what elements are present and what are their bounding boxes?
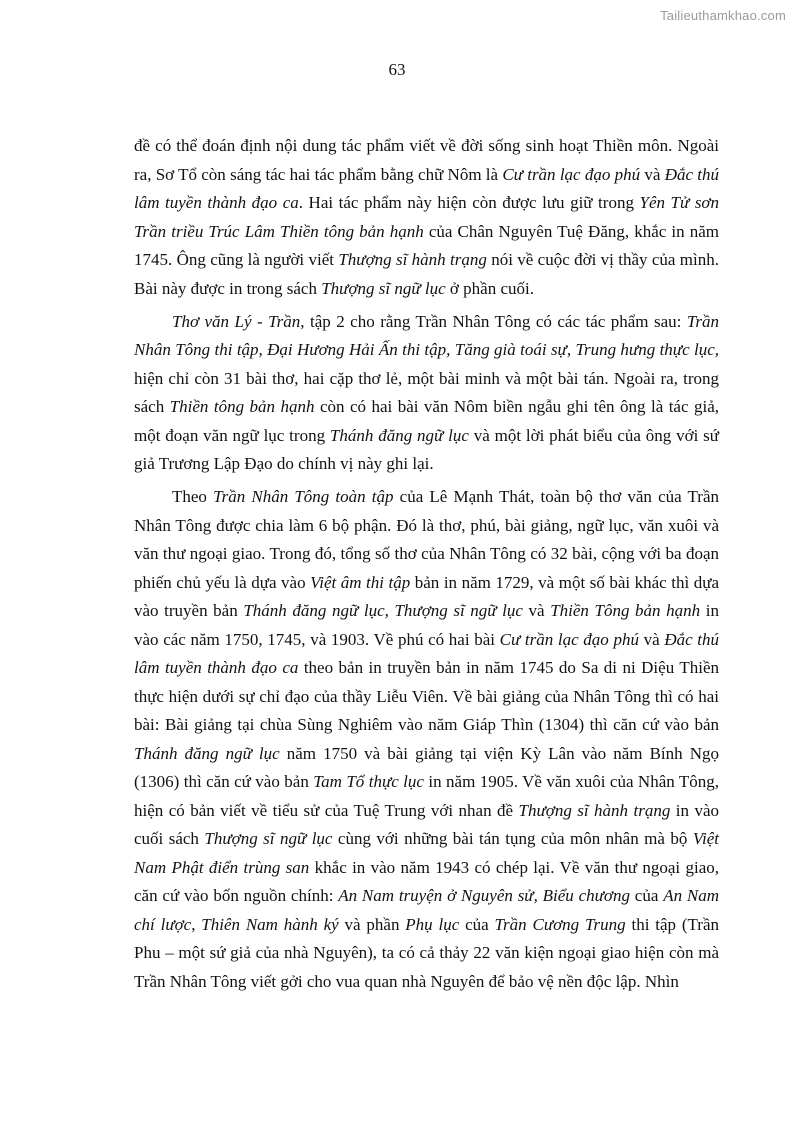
italic-title-text: Tam Tổ thực lục bbox=[313, 772, 424, 791]
italic-title-text: Thiên Nam hành ký bbox=[201, 914, 339, 934]
body-text: và bbox=[640, 164, 665, 184]
italic-title-text: Việt Nam Phật điển trùng san bbox=[134, 829, 719, 877]
body-text: ở phần cuối. bbox=[445, 278, 534, 298]
body-text: , bbox=[191, 914, 202, 934]
italic-title-text: Thơ văn Lý - Trần bbox=[172, 311, 301, 331]
body-text: của bbox=[630, 886, 664, 905]
body-text: khắc in vào năm 1943 có chép lại. Về văn thư ngoại giao, căn cứ vào bốn nguồn chính: bbox=[134, 857, 720, 905]
body-text: của bbox=[459, 914, 495, 934]
body-text: và bbox=[638, 629, 665, 649]
page-number: 63 bbox=[388, 60, 406, 79]
italic-title-text: Phụ lục bbox=[405, 914, 460, 934]
paragraph bbox=[134, 132, 719, 303]
italic-title-text: Thượng sĩ ngữ lục bbox=[204, 829, 333, 848]
body-text: in năm 1905. Về văn xuôi của Nhân Tông, hiện có bản viết về tiểu sử của Tuệ Trung với nhan đề bbox=[134, 772, 720, 820]
body-text: năm 1750 và bài giảng tại viện Kỳ Lân vào năm Bính Ngọ (1306) thì căn cứ vào bản bbox=[134, 743, 719, 791]
body-text: in vào cuối sách bbox=[134, 800, 719, 848]
italic-title-text: Việt âm thi tập bbox=[310, 572, 411, 592]
body-text: và bbox=[522, 601, 551, 620]
italic-title-text: Đắc thú lâm tuyền thành đạo ca bbox=[134, 629, 720, 677]
document-body bbox=[134, 132, 719, 1001]
body-text: hiện chỉ còn 31 bài thơ, hai cặp thơ lẻ, một bài minh và một bài tán. Ngoài ra, trong sách bbox=[134, 368, 719, 416]
body-text: của Lê Mạnh Thát, toàn bộ thơ văn của Trần Nhân Tông được chia làm 6 bộ phận. Đó là thơ, phú, bài giảng, ngữ lục, văn xuôi và văn thư ngoại giao. Trong đó, tổng số thơ của Nhân Tông có 32 bài, cộng với ba đoạn phiến chủ yếu là dựa vào bbox=[134, 487, 719, 592]
italic-title-text: An Nam truyện ở Nguyên sử, Biểu chương bbox=[338, 886, 630, 905]
paragraph bbox=[134, 308, 719, 479]
italic-title-text: Thượng sĩ ngữ lục bbox=[321, 278, 446, 298]
italic-title-text: Trần Nhân Tông thi tập, Đại Hương Hải Ấn thi tập, Tăng già toái sự, Trung hưng thực lục, bbox=[134, 311, 719, 359]
body-text: đề có thể đoán định nội dung tác phẩm viết về đời sống sinh hoạt Thiền môn. Ngoài ra, Sơ Tổ còn sáng tác hai tác phẩm bằng chữ Nôm là bbox=[134, 136, 719, 184]
watermark: Tailieuthamkhao.com bbox=[660, 8, 786, 23]
body-text: bản in năm 1729, và một số bài khác thì dựa vào truyền bản bbox=[134, 572, 719, 620]
body-text: và phần bbox=[338, 914, 406, 934]
italic-title-text: Cư trần lạc đạo phú bbox=[499, 629, 639, 649]
italic-title-text: Thượng sĩ hành trạng bbox=[338, 250, 487, 269]
body-text: theo bản in truyền bản in năm 1745 do Sa di ni Diệu Thiền thực hiện dưới sự chỉ đạo của thầy Liễu Viên. Về bài giảng của Nhân Tông thì có hai bài: Bài giảng tại chùa Sùng Nghiêm vào năm Giáp Thìn (1304) thì căn cứ vào bản bbox=[134, 658, 719, 734]
body-text: còn có hai bài văn Nôm biền ngẫu ghi tên ông là tác giả, một đoạn văn ngữ lục trong bbox=[134, 397, 719, 445]
italic-title-text: Cư trần lạc đạo phú bbox=[502, 164, 641, 184]
body-text: Theo bbox=[172, 487, 214, 506]
body-text: cùng với những bài tán tụng của môn nhân mà bộ bbox=[332, 829, 693, 848]
paragraph bbox=[134, 483, 719, 996]
italic-title-text: Trần Cương Trung bbox=[494, 914, 626, 934]
body-text: nói về cuộc đời vị thầy của mình. Bài này được in trong sách bbox=[134, 250, 719, 298]
italic-title-text: Thượng sĩ hành trạng bbox=[518, 800, 671, 820]
italic-title-text: Trần Nhân Tông toàn tập bbox=[213, 487, 394, 506]
body-text: . Hai tác phẩm này hiện còn được lưu giữ trong bbox=[298, 193, 640, 212]
body-text: thi tập (Trần Phu – một sứ giả của nhà Nguyên), ta có cả thảy 22 văn kiện ngoại giao hiện còn mà Trần Nhân Tông viết gởi cho vua quan nhà Nguyên để bảo vệ nền độc lập. Nhìn bbox=[134, 914, 719, 991]
italic-title-text: Yên Tử sơn Trần triều Trúc Lâm Thiền tông bản hạnh bbox=[134, 193, 720, 241]
italic-title-text: Thiền tông bản hạnh bbox=[169, 397, 315, 416]
italic-title-text: Đắc thú lâm tuyền thành đạo ca bbox=[134, 164, 720, 212]
body-text: và một lời phát biểu của ông với sứ giả Trương Lập Đạo do chính vị này ghi lại. bbox=[134, 425, 719, 473]
italic-title-text: Thiền Tông bản hạnh bbox=[550, 601, 701, 620]
italic-title-text: Thánh đăng ngữ lục, Thượng sĩ ngữ lục bbox=[243, 601, 523, 620]
body-text: của Chân Nguyên Tuệ Đăng, khắc in năm 1745. Ông cũng là người viết bbox=[134, 221, 719, 269]
italic-title-text: An Nam chí lược bbox=[134, 886, 720, 934]
italic-title-text: Thánh đăng ngữ lục bbox=[134, 743, 280, 763]
body-text: in vào các năm 1750, 1745, và 1903. Về phú có hai bài bbox=[134, 601, 719, 649]
body-text: , tập 2 cho rằng Trần Nhân Tông có các tác phẩm sau: bbox=[300, 311, 687, 331]
italic-title-text: Thánh đăng ngữ lục bbox=[329, 425, 469, 445]
